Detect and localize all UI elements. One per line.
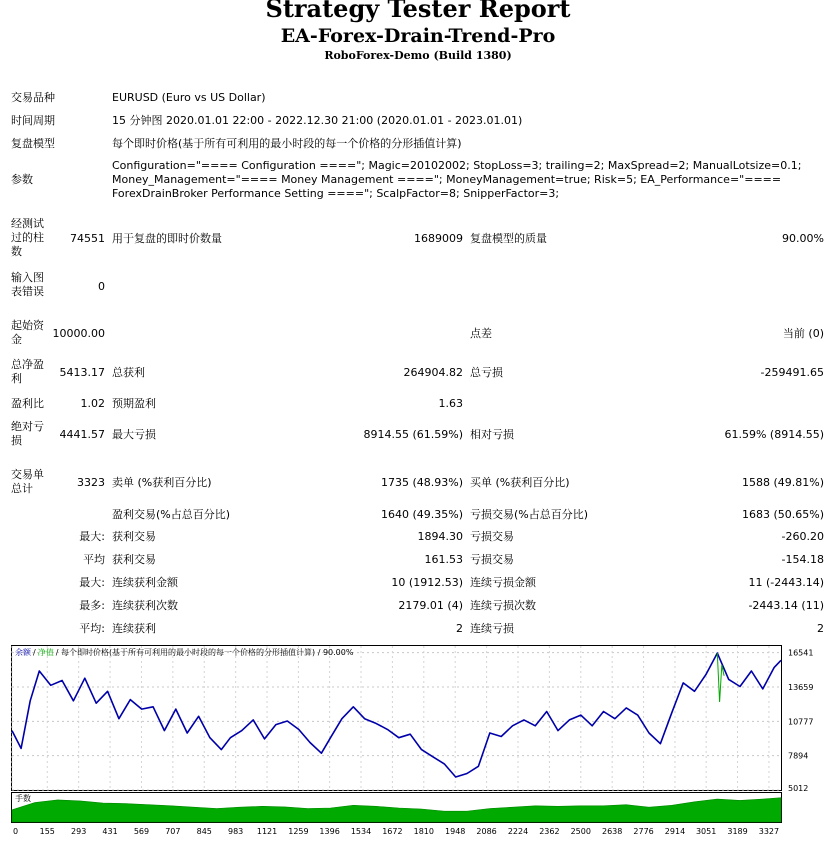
x-tick-label: 2086 <box>476 827 497 836</box>
symbol-value: EURUSD (Euro vs US Dollar) <box>112 91 266 104</box>
x-tick-label: 1534 <box>350 827 372 836</box>
x-tick-label: 1259 <box>288 827 309 836</box>
max-consecutive-profit-label: 连续获利次数 <box>112 599 178 612</box>
largest-profit-label: 获利交易 <box>112 530 156 543</box>
params-line-2: Money_Management="==== Money Management ===="; MoneyManagement=true; Risk=5; EA_Performance="==== <box>112 173 782 186</box>
bars-value: 74551 <box>70 232 105 245</box>
max-consecutive-loss-label: 连续亏损次数 <box>470 599 536 612</box>
x-tick-label: 707 <box>165 827 181 836</box>
x-tick-label: 1810 <box>413 827 434 836</box>
x-tick-label: 983 <box>228 827 244 836</box>
model-label: 复盘模型 <box>11 137 55 150</box>
long-positions-label: 买单 (%获利百分比) <box>470 476 570 489</box>
period-label: 时间周期 <box>11 114 55 127</box>
short-positions-label: 卖单 (%获利百分比) <box>112 476 212 489</box>
max-consecutive-amount-prefix: 最多: <box>79 599 105 612</box>
long-positions-value: 1588 (49.81%) <box>741 476 824 489</box>
params-line-1: Configuration="==== Configuration ===="; Magic=20102002; StopLoss=3; trailing=2; MaxSpread=2; ManualLotsize=0.1; <box>112 159 802 172</box>
average-consecutive-losses-label: 连续亏损 <box>470 622 514 635</box>
largest-profit-value: 1894.30 <box>417 530 463 543</box>
symbol-label: 交易品种 <box>11 91 55 104</box>
profit-factor-value: 1.02 <box>80 397 105 410</box>
x-tick-label: 845 <box>196 827 212 836</box>
y-tick-label: 7894 <box>788 751 809 761</box>
average-consecutive-prefix: 平均: <box>79 622 105 635</box>
x-tick-label: 0 <box>13 827 19 836</box>
average-consecutive-wins-label: 连续获利 <box>112 622 156 635</box>
bars-label: 经测试过的柱数 <box>11 217 44 258</box>
volume-label: 手数 <box>15 794 31 803</box>
deposit-label: 起始资金 <box>11 319 44 346</box>
quality-label: 复盘模型的质量 <box>470 232 547 245</box>
max-drawdown-value: 8914.55 (61.59%) <box>363 428 463 441</box>
y-tick-label: 16541 <box>788 648 814 658</box>
params-line-3: ForexDrainBroker Performance Setting ===="; ScalpFactor=8; SnipperFactor=3; <box>112 187 560 200</box>
total-trades-label: 交易单总计 <box>11 468 44 495</box>
x-tick-label: 431 <box>102 827 118 836</box>
x-tick-label: 3189 <box>727 827 748 836</box>
spread-value: 当前 (0) <box>782 327 824 340</box>
x-tick-label: 3051 <box>695 827 717 836</box>
y-tick-label: 13659 <box>788 682 814 692</box>
mismatch-label: 输入图表错误 <box>11 271 44 298</box>
largest-loss-value: -260.20 <box>781 530 824 543</box>
legend-separator: / <box>33 648 36 657</box>
max-consecutive-wins-label: 连续获利金额 <box>112 576 178 589</box>
x-tick-label: 2776 <box>633 827 654 836</box>
net-profit-value: 5413.17 <box>59 366 105 379</box>
x-tick-label: 1948 <box>445 827 466 836</box>
balance-plot-frame <box>12 646 782 791</box>
short-positions-value: 1735 (48.93%) <box>380 476 463 489</box>
x-tick-label: 2914 <box>664 827 686 836</box>
deposit-value: 10000.00 <box>52 327 105 340</box>
gross-profit-value: 264904.82 <box>403 366 463 379</box>
x-tick-label: 3327 <box>758 827 780 836</box>
max-drawdown-label: 最大亏损 <box>112 428 156 441</box>
spread-label: 点差 <box>470 327 492 340</box>
absolute-drawdown-label: 绝对亏损 <box>11 420 44 447</box>
average-consecutive-losses-value: 2 <box>817 622 824 635</box>
average-loss-label: 亏损交易 <box>470 553 514 566</box>
legend-suffix: / 每个即时价格(基于所有可利用的最小时段的每一个价格的分形插值计算) / 90.00% <box>55 648 354 657</box>
params-label: 参数 <box>11 173 33 186</box>
x-tick-label: 569 <box>133 827 150 836</box>
loss-trades-label: 亏损交易(%占总百分比) <box>470 508 589 521</box>
period-value: 15 分钟图 2020.01.01 22:00 - 2022.12.30 21:00 (2020.01.01 - 2023.01.01) <box>112 114 523 127</box>
legend-balance: 余额 <box>15 648 31 657</box>
largest-prefix: 最大: <box>79 530 105 543</box>
average-profit-value: 161.53 <box>424 553 463 566</box>
y-tick-label: 10777 <box>788 717 814 727</box>
max-consecutive-losses-label: 连续亏损金额 <box>470 576 536 589</box>
x-tick-label: 155 <box>39 827 55 836</box>
balance-chart <box>11 645 825 843</box>
average-profit-label: 获利交易 <box>112 553 156 566</box>
mismatch-value: 0 <box>98 280 105 293</box>
gross-loss-label: 总亏损 <box>470 366 503 379</box>
max-consecutive-prefix: 最大: <box>79 576 105 589</box>
chart-legend <box>15 647 354 657</box>
x-tick-label: 1396 <box>319 827 340 836</box>
y-tick-label: 5012 <box>788 784 809 793</box>
gross-loss-value: -259491.65 <box>760 366 824 379</box>
expected-payoff-label: 预期盈利 <box>112 397 156 410</box>
average-prefix: 平均 <box>83 553 105 566</box>
average-loss-value: -154.18 <box>781 553 824 566</box>
expected-payoff-value: 1.63 <box>438 397 463 410</box>
max-consecutive-loss-value: -2443.14 (11) <box>748 599 824 612</box>
ea-name: EA-Forex-Drain-Trend-Pro <box>280 25 556 47</box>
average-consecutive-wins-value: 2 <box>456 622 463 635</box>
largest-loss-label: 亏损交易 <box>470 530 514 543</box>
max-consecutive-profit-value: 2179.01 (4) <box>398 599 463 612</box>
profit-trades-label: 盈利交易(%占总百分比) <box>112 508 231 521</box>
ticks-label: 用于复盘的即时价数量 <box>112 232 222 245</box>
x-tick-label: 1672 <box>382 827 403 836</box>
loss-trades-value: 1683 (50.65%) <box>741 508 824 521</box>
legend-equity: 净值 <box>37 648 54 657</box>
x-tick-label: 1121 <box>256 827 278 836</box>
x-tick-label: 2638 <box>602 827 623 836</box>
x-tick-label: 2362 <box>539 827 560 836</box>
profit-factor-label: 盈利比 <box>11 397 44 410</box>
max-consecutive-losses-value: 11 (-2443.14) <box>748 576 824 589</box>
max-consecutive-wins-value: 10 (1912.53) <box>391 576 463 589</box>
report-title: Strategy Tester Report <box>265 0 571 23</box>
model-value: 每个即时价格(基于所有可利用的最小时段的每一个价格的分形插值计算) <box>112 137 462 150</box>
total-trades-value: 3323 <box>77 476 105 489</box>
net-profit-label: 总净盈利 <box>11 358 44 385</box>
x-tick-label: 2500 <box>570 827 591 836</box>
absolute-drawdown-value: 4441.57 <box>59 428 105 441</box>
profit-trades-value: 1640 (49.35%) <box>380 508 463 521</box>
relative-drawdown-label: 相对亏损 <box>470 428 514 441</box>
x-tick-label: 293 <box>71 827 87 836</box>
ticks-value: 1689009 <box>414 232 463 245</box>
x-tick-label: 2224 <box>507 827 529 836</box>
gross-profit-label: 总获利 <box>112 366 145 379</box>
relative-drawdown-value: 61.59% (8914.55) <box>724 428 824 441</box>
server-name: RoboForex-Demo (Build 1380) <box>324 49 512 62</box>
quality-value: 90.00% <box>782 232 824 245</box>
